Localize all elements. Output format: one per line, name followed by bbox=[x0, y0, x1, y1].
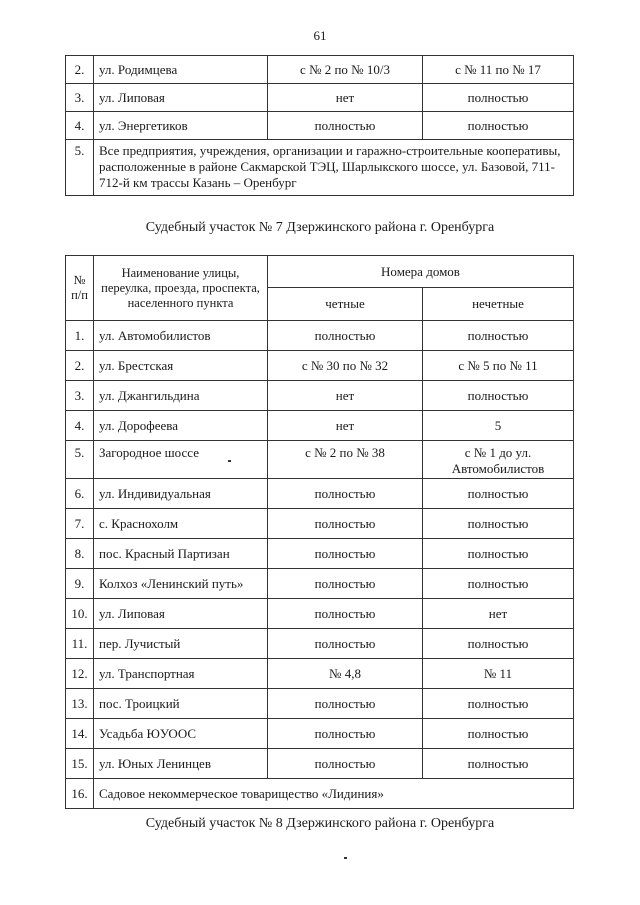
odd-numbers: полностью bbox=[423, 321, 574, 351]
row-number: 15. bbox=[66, 749, 94, 779]
street-name: с. Краснохолм bbox=[94, 509, 268, 539]
street-name: ул. Липовая bbox=[94, 84, 268, 112]
street-name: ул. Юных Ленинцев bbox=[94, 749, 268, 779]
row-number: 3. bbox=[66, 381, 94, 411]
speck-mark bbox=[228, 460, 231, 462]
odd-numbers: нет bbox=[423, 599, 574, 629]
street-name: Усадьба ЮУООС bbox=[94, 719, 268, 749]
section-7-title: Судебный участок № 7 Дзержинского района г. Оренбурга bbox=[145, 220, 495, 235]
row-number: 9. bbox=[66, 569, 94, 599]
table-row bbox=[66, 381, 574, 411]
even-numbers: № 4,8 bbox=[268, 659, 423, 689]
odd-numbers: с № 1 до ул. Автомобилистов bbox=[423, 441, 574, 479]
row-number: 16. bbox=[66, 779, 94, 809]
section-8-title: Судебный участок № 8 Дзержинского района г. Оренбурга bbox=[145, 816, 495, 831]
page-number: 61 bbox=[313, 28, 327, 43]
table-body bbox=[66, 321, 574, 809]
row-number: 7. bbox=[66, 509, 94, 539]
street-name: ул. Липовая bbox=[94, 599, 268, 629]
table-row bbox=[66, 599, 574, 629]
even-numbers: с № 30 по № 32 bbox=[268, 351, 423, 381]
even-numbers: нет bbox=[268, 411, 423, 441]
table-row bbox=[66, 56, 574, 84]
row-number: 11. bbox=[66, 629, 94, 659]
table-row bbox=[66, 719, 574, 749]
even-numbers: полностью bbox=[268, 569, 423, 599]
even-numbers: полностью bbox=[268, 689, 423, 719]
table-row bbox=[66, 659, 574, 689]
table-row bbox=[66, 351, 574, 381]
row-number: 10. bbox=[66, 599, 94, 629]
odd-numbers: полностью bbox=[423, 509, 574, 539]
even-numbers: полностью bbox=[268, 749, 423, 779]
street-name: ул. Автомобилистов bbox=[94, 321, 268, 351]
table-row bbox=[66, 689, 574, 719]
row-number: 14. bbox=[66, 719, 94, 749]
table-row bbox=[66, 749, 574, 779]
row-number: 4. bbox=[66, 411, 94, 441]
table-row bbox=[66, 140, 574, 196]
odd-numbers: полностью bbox=[423, 84, 574, 112]
row-number: 5. bbox=[66, 140, 94, 196]
row-number: 4. bbox=[66, 112, 94, 140]
even-numbers: полностью bbox=[268, 629, 423, 659]
speck-mark bbox=[344, 857, 347, 859]
street-name: ул. Брестская bbox=[94, 351, 268, 381]
table-row bbox=[66, 84, 574, 112]
even-numbers: нет bbox=[268, 381, 423, 411]
row-number: 8. bbox=[66, 539, 94, 569]
odd-numbers: полностью bbox=[423, 629, 574, 659]
odd-numbers: полностью bbox=[423, 112, 574, 140]
table-row bbox=[66, 629, 574, 659]
row-number: 6. bbox=[66, 479, 94, 509]
table-row bbox=[66, 321, 574, 351]
even-numbers: нет bbox=[268, 84, 423, 112]
header-number: № п/п bbox=[66, 256, 94, 321]
even-numbers: полностью bbox=[268, 539, 423, 569]
section-7-table bbox=[65, 255, 574, 809]
row-number: 12. bbox=[66, 659, 94, 689]
even-numbers: полностью bbox=[268, 112, 423, 140]
odd-numbers: полностью bbox=[423, 689, 574, 719]
odd-numbers: полностью bbox=[423, 539, 574, 569]
row-number: 13. bbox=[66, 689, 94, 719]
street-name: пер. Лучистый bbox=[94, 629, 268, 659]
odd-numbers: полностью bbox=[423, 381, 574, 411]
header-odd: нечетные bbox=[423, 288, 574, 321]
table-row bbox=[66, 411, 574, 441]
row-number: 3. bbox=[66, 84, 94, 112]
even-numbers: полностью bbox=[268, 509, 423, 539]
street-name: ул. Родимцева bbox=[94, 56, 268, 84]
table-header-row bbox=[66, 256, 574, 288]
odd-numbers: полностью bbox=[423, 749, 574, 779]
odd-numbers: полностью bbox=[423, 569, 574, 599]
table-row bbox=[66, 509, 574, 539]
street-name: Колхоз «Ленинский путь» bbox=[94, 569, 268, 599]
row-number: 2. bbox=[66, 351, 94, 381]
previous-section-table bbox=[65, 55, 574, 196]
odd-numbers: 5 bbox=[423, 411, 574, 441]
row-number: 5. bbox=[66, 441, 94, 479]
odd-numbers: полностью bbox=[423, 479, 574, 509]
table-row bbox=[66, 479, 574, 509]
table-row bbox=[66, 569, 574, 599]
header-street-name: Наименование улицы, переулка, проезда, проспекта, населенного пункта bbox=[94, 256, 268, 321]
odd-numbers: с № 11 по № 17 bbox=[423, 56, 574, 84]
even-numbers: полностью bbox=[268, 599, 423, 629]
street-name: пос. Троицкий bbox=[94, 689, 268, 719]
street-name: Загородное шоссе bbox=[94, 441, 268, 479]
row-number: 1. bbox=[66, 321, 94, 351]
odd-numbers: полностью bbox=[423, 719, 574, 749]
table-row bbox=[66, 539, 574, 569]
odd-numbers: с № 5 по № 11 bbox=[423, 351, 574, 381]
table-row bbox=[66, 441, 574, 479]
table-row bbox=[66, 779, 574, 809]
merged-description: Садовое некоммерческое товарищество «Лидиния» bbox=[94, 779, 574, 809]
even-numbers: полностью bbox=[268, 479, 423, 509]
header-house-numbers: Номера домов bbox=[268, 256, 574, 288]
even-numbers: полностью bbox=[268, 719, 423, 749]
even-numbers: полностью bbox=[268, 321, 423, 351]
header-even: четные bbox=[268, 288, 423, 321]
street-name: ул. Дорофеева bbox=[94, 411, 268, 441]
row-number: 2. bbox=[66, 56, 94, 84]
even-numbers: с № 2 по № 38 bbox=[268, 441, 423, 479]
table-row bbox=[66, 112, 574, 140]
street-name: ул. Транспортная bbox=[94, 659, 268, 689]
odd-numbers: № 11 bbox=[423, 659, 574, 689]
street-name: пос. Красный Партизан bbox=[94, 539, 268, 569]
even-numbers: с № 2 по № 10/3 bbox=[268, 56, 423, 84]
merged-description: Все предприятия, учреждения, организации и гаражно-строительные кооперативы, расположенные в районе Сакмарской ТЭЦ, Шарлыкского шоссе, ул. Базовой, 711-712-й км трассы Казань – Оренбург bbox=[94, 140, 574, 196]
street-name: ул. Джангильдина bbox=[94, 381, 268, 411]
street-name: ул. Индивидуальная bbox=[94, 479, 268, 509]
street-name: ул. Энергетиков bbox=[94, 112, 268, 140]
